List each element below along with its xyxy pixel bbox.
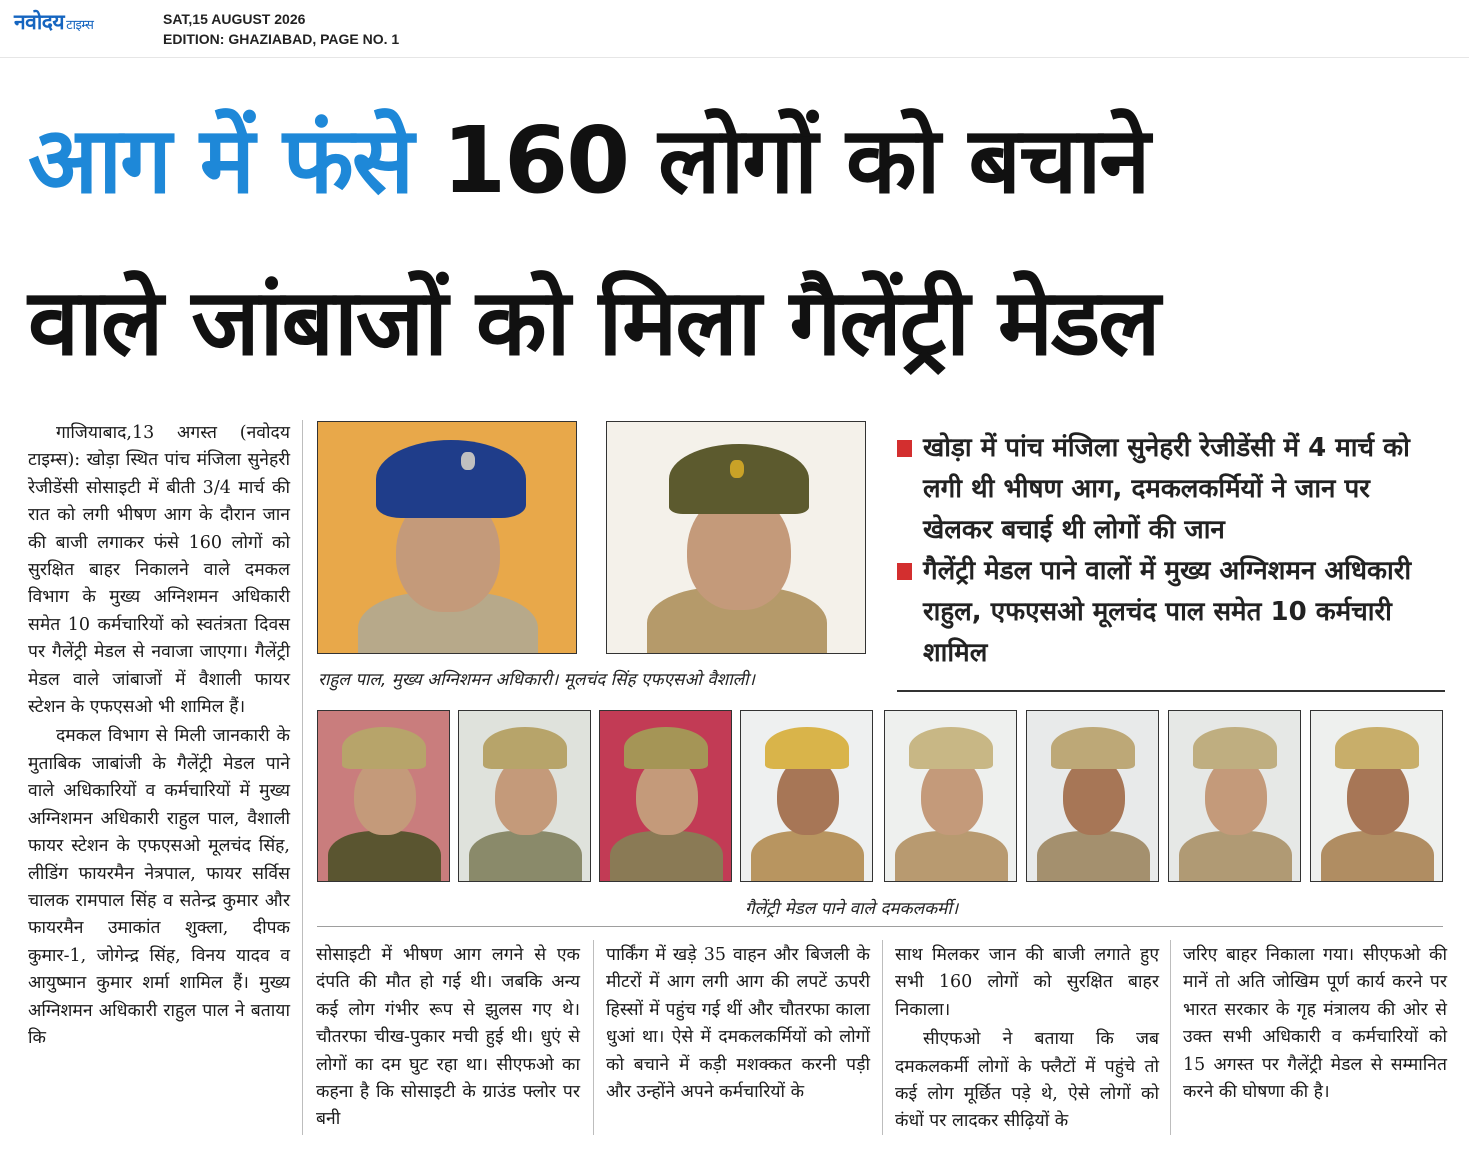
- article-paragraph: जरिए बाहर निकाला गया। सीएफओ की मानें तो अति जोखिम पूर्ण कार्य करने पर भारत सरकार के गृह मंत्रालय की ओर से उक्त सभी अधिकारी व कर्मचारियों को 15 अगस्त पर गैलेंट्री मेडल से सम्मानित करने की घोषणा की है।: [1183, 945, 1447, 1103]
- newspaper-logo: [14, 8, 93, 36]
- article-paragraph: सोसाइटी में भीषण आग लगने से एक दंपति की मौत हो गई थी। जबकि अन्य कई लोग गंभीर रूप से झुलस गए थे। चौतरफा चीख-पुकार मची हुई थी। धुएं से लोगों का दम घुट रहा था। सीएफओ का कहना है कि सोसाइटी के ग्राउंड फ्लोर पर बनी: [316, 945, 580, 1130]
- masthead: [0, 0, 1469, 58]
- edition-line: EDITION: GHAZIABAD, PAGE NO. 1: [163, 31, 400, 47]
- highlight-item: खोड़ा में पांच मंजिला सुनेहरी रेजीडेंसी में 4 मार्च को लगी थी भीषण आग, दमकलकर्मियों ने जान पर खेलकर बचाई थी लोगों की जान: [897, 428, 1445, 551]
- highlight-item: गैलेंट्री मेडल पाने वालों में मुख्य अग्निशमन अधिकारी राहुल, एफएसओ मूलचंद पाल समेत 10 कर्मचारी शामिल: [897, 551, 1445, 674]
- photo-firefighter-2: [458, 710, 591, 882]
- article-paragraph: साथ मिलकर जान की बाजी लगाते हुए सभी 160 लोगों को सुरक्षित बाहर निकाला।: [895, 945, 1159, 1020]
- headline-line-2: वाले जांबाजों को मिला गैलेंट्री मेडल: [28, 269, 1159, 376]
- column-divider: [882, 940, 883, 1135]
- photo-firefighter-7: [1168, 710, 1301, 882]
- headline-highlight: आग में फंसे: [28, 107, 413, 214]
- headline-line-1-rest: 160 लोगों को बचाने: [442, 107, 1149, 214]
- article-paragraph: पार्किंग में खड़े 35 वाहन और बिजली के मीटरों में आग लगी आग की लपटें ऊपरी हिस्सों में पहुंच गई थीं और चौतरफा काला धुआं था। ऐसे में दमकलकर्मियों को लोगों को बचाने में कड़ी मशक्कत करनी पड़ी और उन्होंने अपने कर्मचारियों के: [606, 945, 870, 1103]
- photo-moolchand-singh: [606, 421, 866, 654]
- logo-main: नवोदय: [14, 10, 65, 34]
- highlights-rule: [897, 690, 1445, 692]
- photo-firefighter-6: [1026, 710, 1159, 882]
- article-column-4: [895, 942, 1159, 1136]
- headline-line-1: [28, 96, 1448, 226]
- edition-info: [163, 9, 399, 49]
- group-photos-caption: गैलेंट्री मेडल पाने वाले दमकलकर्मी।: [745, 899, 959, 919]
- highlights-box: [897, 428, 1445, 674]
- column-divider: [302, 420, 303, 1135]
- photo-rahul-pal: [317, 421, 577, 654]
- article-paragraph: दमकल विभाग से मिली जानकारी के मुताबिक जाबांजी के गैलेंट्री मेडल पाने वाले अधिकारियों व कर्मचारियों में मुख्य अग्निशमन अधिकारी राहुल पाल, वैशाली फायर स्टेशन के एफएसओ मूलचंद सिंह, लीडिंग फायरमैन नेत्रपाल, फायर सर्विस चालक रामपाल सिंह व सतेन्द्र कुमार और फायरमैन उमाकांत शुक्ला, दीपक कुमार-1, जोगेन्द्र सिंह, विनय यादव व आयुष्मान कुमार शर्मा शामिल हैं। मुख्य अग्निशमन अधिकारी राहुल पाल ने बताया कि: [28, 726, 290, 1048]
- photo-firefighter-4: [740, 710, 873, 882]
- article-paragraph: गाजियाबाद,13 अगस्त (नवोदय टाइम्स): खोड़ा स्थित पांच मंजिला सुनेहरी रेजीडेंसी सोसाइटी में बीती 3/4 मार्च की रात को लगी भीषण आग के दौरान जान की बाजी लगाकर फंसे 160 लोगों को सुरक्षित बाहर निकालने वाले दमकल विभाग के मुख्य अग्निशमन अधिकारी समेत 10 कर्मचारियों को स्वतंत्रता दिवस पर गैलेंट्री मेडल से नवाजा जाएगा। गैलेंट्री मेडल वाले जांबाजों में वैशाली फायर स्टेशन के एफएसओ भी शामिल हैं।: [28, 423, 290, 718]
- photo-firefighter-8: [1310, 710, 1443, 882]
- article-column-2: [316, 942, 580, 1134]
- photo-firefighter-1: [317, 710, 450, 882]
- bullet-square-icon: [897, 563, 912, 580]
- article-column-3: [606, 942, 870, 1106]
- photo-firefighter-3: [599, 710, 732, 882]
- bullet-square-icon: [897, 440, 912, 457]
- photo-firefighter-5: [884, 710, 1017, 882]
- logo-sub: टाइम्स: [66, 18, 94, 33]
- column-divider: [1170, 940, 1171, 1135]
- article-paragraph: सीएफओ ने बताया कि जब दमकलकर्मी लोगों के फ्लैटों में पहुंचे तो कई लोग मूर्छित पड़े थे, ऐसे लोगों को कंधों पर लादकर सीढ़ियों के: [895, 1029, 1159, 1132]
- column-divider: [593, 940, 594, 1135]
- date-line: SAT,15 AUGUST 2026: [163, 11, 306, 27]
- section-rule: [317, 926, 1443, 927]
- article-column-1: [28, 420, 290, 1052]
- top-photos-caption: राहुल पाल, मुख्य अग्निशमन अधिकारी। मूलचंद सिंह एफएसओ वैशाली।: [318, 670, 755, 690]
- article-column-5: [1183, 942, 1447, 1106]
